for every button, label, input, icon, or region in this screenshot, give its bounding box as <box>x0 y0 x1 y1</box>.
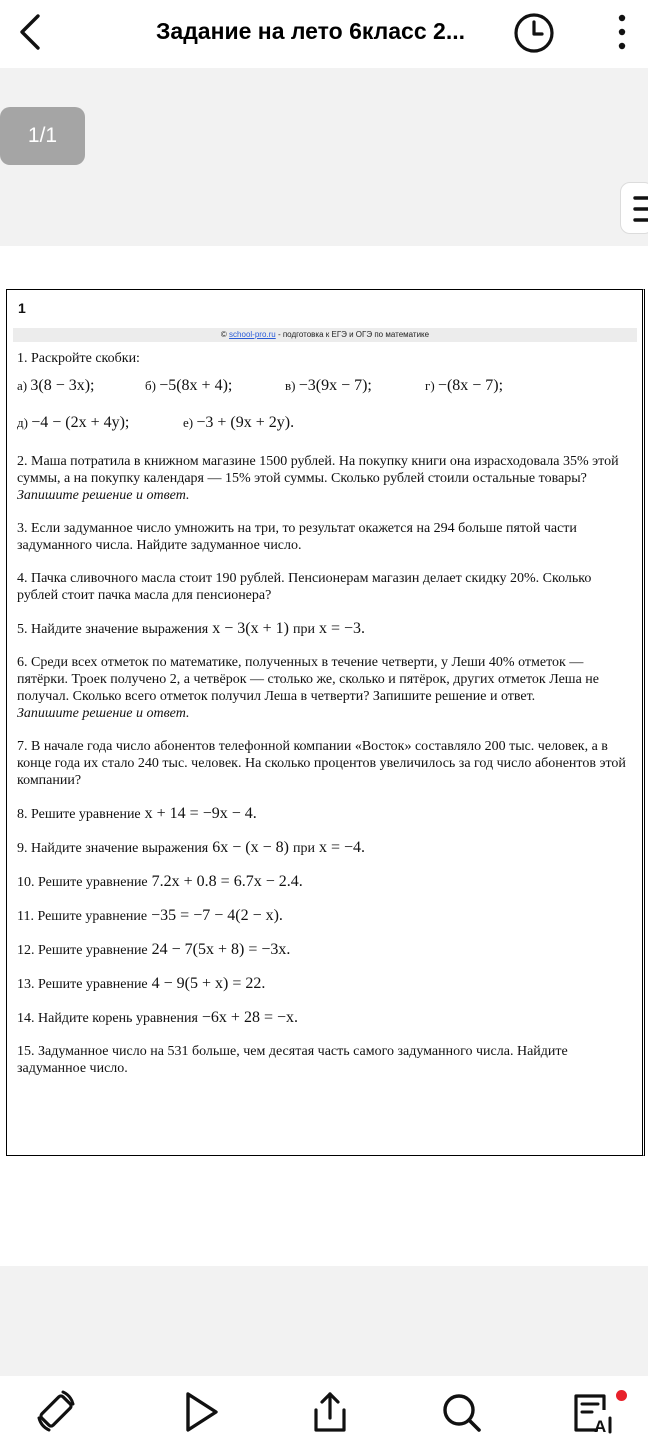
menu-lines-icon <box>621 183 648 235</box>
task-13-equation: 4 − 9(5 + x) = 22. <box>147 975 266 992</box>
task-1-row-2 <box>17 414 632 431</box>
task-15-text: 15. Задуманное число на 531 больше, чем десятая часть самого задуманного числа. Найдите задуманное число. <box>17 1044 568 1076</box>
task-11 <box>17 907 632 925</box>
task-4-text: 4. Пачка сливочного масла стоит 190 рублей. Пенсионерам магазин делает скидку 20%. Сколько рублей стоит пачка масла для пенсионера? <box>17 571 592 603</box>
task-1-item-a: а) 3(8 − 3x); <box>17 377 95 394</box>
task-9 <box>17 839 632 857</box>
task-8-equation: x + 14 = −9x − 4. <box>140 805 257 822</box>
task-1-row-1 <box>17 377 632 394</box>
share-button[interactable] <box>306 1388 354 1436</box>
task-13-text: 13. Решите уравнение <box>17 977 148 992</box>
play-button[interactable] <box>178 1388 226 1436</box>
back-button[interactable] <box>14 12 46 52</box>
task-1-item-e: д) −4 − (2x + 4y); <box>17 414 130 431</box>
task-7 <box>17 738 632 789</box>
history-button[interactable] <box>512 11 556 55</box>
task-10-text: 10. Решите уравнение <box>17 875 148 890</box>
copyright-sign: © <box>220 330 227 339</box>
top-app-bar <box>0 0 648 68</box>
task-6 <box>17 654 632 722</box>
task-5-text-2: при <box>292 622 315 637</box>
search-icon <box>437 1388 485 1436</box>
task-7-text: 7. В начале года число абонентов телефонной компании «Восток» составляло 200 тыс. человек, а в конце года их стало 240 тыс. человек. На сколько процентов увеличилось за год число абонентов этой компании? <box>17 739 626 788</box>
task-13 <box>17 975 632 993</box>
rotate-screen-icon <box>33 1388 81 1436</box>
task-6-text: 6. Среди всех отметок по математике, полученных в течение четверти, у Леши 40% отметок — пятёрки. Троек получено 2, а четвёрок — столько же, сколько и пятёрок, других отметок Леша не получал. Сколько всего отметок получил Леша в четверти? Запишите решение и ответ. <box>17 655 600 704</box>
task-1-item-b: б) −5(8x + 4); <box>145 377 233 394</box>
share-icon <box>306 1388 354 1436</box>
source-description: - подготовка к ЕГЭ и ОГЭ по математике <box>275 330 430 339</box>
task-6-note: Запишите решение и ответ. <box>17 706 190 721</box>
document-title: Задание на лето 6класс 2... <box>156 18 465 44</box>
task-12 <box>17 941 632 959</box>
task-1-item-d: г) −(8x − 7); <box>425 377 504 394</box>
chevron-left-icon <box>14 12 46 52</box>
task-2 <box>17 453 632 504</box>
task-1-label: 1. Раскройте скобки: <box>17 351 140 366</box>
source-link[interactable]: school-pro.ru <box>229 330 276 339</box>
task-1-item-c: в) −3(9x − 7); <box>285 377 372 394</box>
task-12-equation: 24 − 7(5x + 8) = −3x. <box>147 941 291 958</box>
task-1 <box>17 350 632 431</box>
task-4 <box>17 570 632 604</box>
task-2-text: 2. Маша потратила в книжном магазине 1500 рублей. На покупку книги она израсходовала 35% этой суммы, а на покупку календаря — 15% этой суммы. Сколько рублей стоили остальные товары? <box>17 454 619 486</box>
clock-icon <box>512 11 556 55</box>
task-8-text: 8. Решите уравнение <box>17 807 141 822</box>
notification-dot <box>616 1390 627 1401</box>
task-1-item-f: е) −3 + (9x + 2y). <box>183 414 295 431</box>
task-3 <box>17 520 632 554</box>
task-10-equation: 7.2x + 0.8 = 6.7x − 2.4. <box>147 873 303 890</box>
task-15 <box>17 1043 632 1077</box>
task-5-text: 5. Найдите значение выражения <box>17 622 209 637</box>
search-button[interactable] <box>437 1388 485 1436</box>
vertical-dots-icon <box>610 12 634 52</box>
task-8 <box>17 805 632 823</box>
task-14-equation: −6x + 28 = −x. <box>197 1009 298 1026</box>
task-11-text: 11. Решите уравнение <box>17 909 148 924</box>
page-number: 1 <box>18 300 26 316</box>
task-5-expression: x − 3(x + 1) <box>208 620 293 637</box>
more-options-button[interactable] <box>610 12 634 52</box>
page-counter-badge[interactable]: 1/1 <box>0 107 85 165</box>
task-3-text: 3. Если задуманное число умножить на три, то результат окажется на 294 больше пятой части задуманного числа. Найдите задуманное число. <box>17 521 577 553</box>
bottom-toolbar <box>0 1376 648 1440</box>
rotate-button[interactable] <box>33 1388 81 1436</box>
ai-assistant-button[interactable] <box>568 1388 616 1436</box>
task-11-equation: −35 = −7 − 4(2 − x). <box>147 907 283 924</box>
task-9-expression: 6x − (x − 8) <box>208 839 293 856</box>
task-2-note: Запишите решение и ответ. <box>17 488 190 503</box>
task-list <box>17 350 632 1093</box>
outline-button[interactable] <box>620 182 648 234</box>
task-14 <box>17 1009 632 1027</box>
svg-text:A: A <box>594 1417 607 1436</box>
play-icon <box>178 1388 226 1436</box>
task-14-text: 14. Найдите корень уравнения <box>17 1011 198 1026</box>
task-9-text-2: при <box>292 841 315 856</box>
task-5-value: x = −3. <box>314 620 365 637</box>
task-9-text: 9. Найдите значение выражения <box>17 841 209 856</box>
task-5 <box>17 620 632 638</box>
source-header <box>13 328 637 342</box>
task-12-text: 12. Решите уравнение <box>17 943 148 958</box>
task-10 <box>17 873 632 891</box>
document-frame <box>6 289 645 1156</box>
task-9-value: x = −4. <box>314 839 365 856</box>
ai-document-icon <box>568 1388 616 1436</box>
